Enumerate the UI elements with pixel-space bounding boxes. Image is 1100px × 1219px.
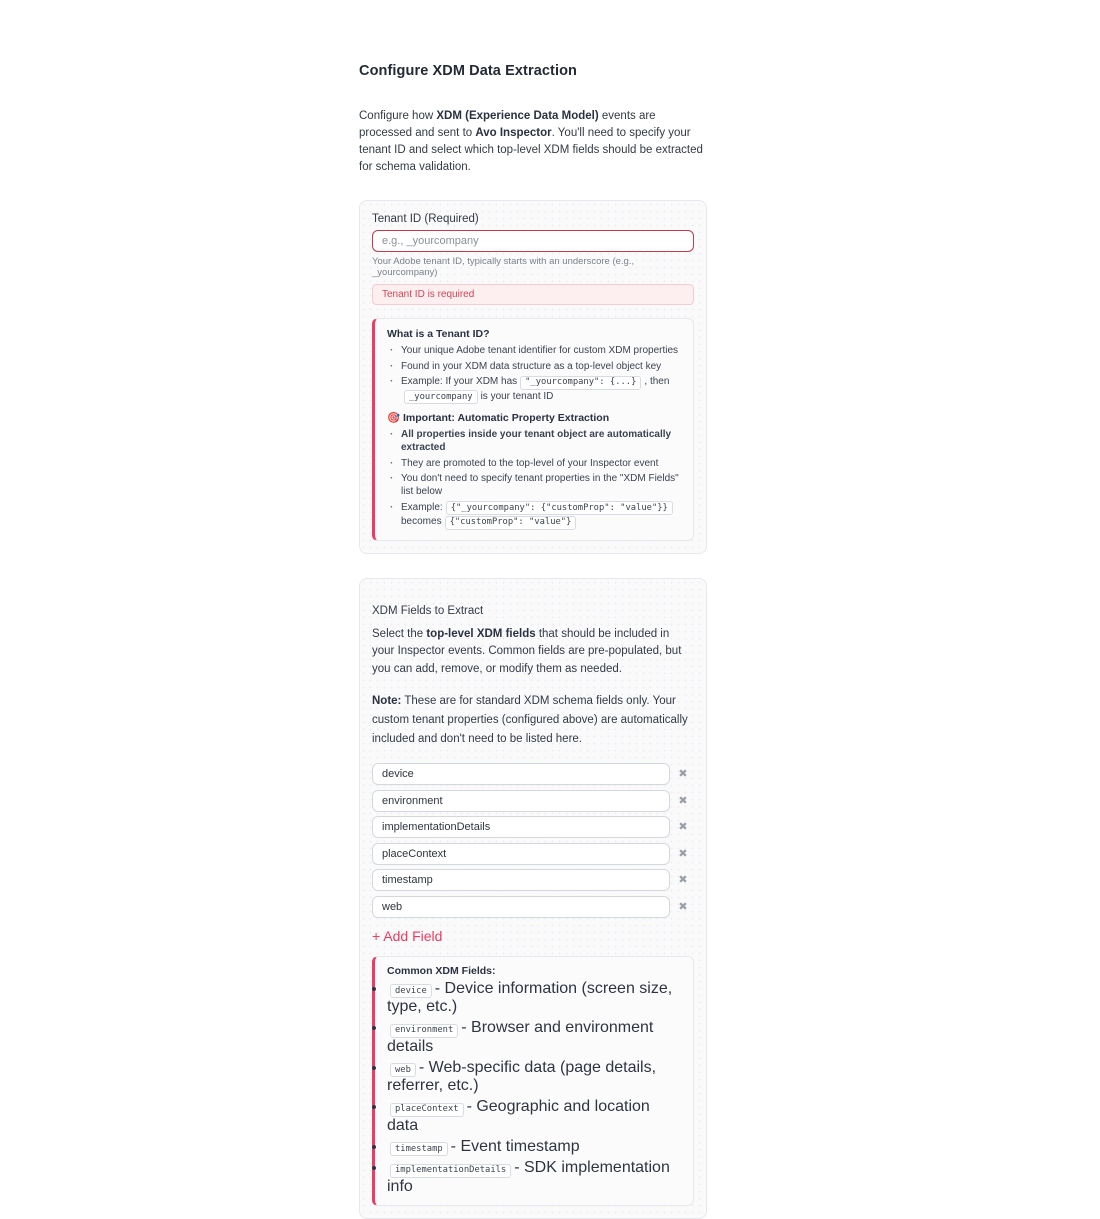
code-chip: environment (390, 1024, 458, 1038)
code-chip: implementationDetails (390, 1164, 511, 1178)
remove-field-button[interactable] (672, 869, 694, 891)
x-icon: ✖ (678, 767, 688, 780)
xdm-field-input-placecontext[interactable] (372, 843, 670, 865)
list-item: · Example: If your XDM has "_yourcompany": {...} , then_yourcompany is your tenant ID (387, 375, 681, 404)
common-fields-box (372, 956, 694, 1206)
xdm-field-input-web[interactable] (372, 896, 670, 918)
list-item: • implementationDetails - SDK implementation info (387, 1159, 681, 1196)
intro-text: events are processed and sent to (359, 110, 656, 139)
xdm-fields-label: XDM Fields to Extract (372, 604, 484, 617)
xdm-field-list (372, 763, 694, 918)
list-item: • placeContext - Geographic and location data (387, 1098, 681, 1135)
tenant-id-card (359, 200, 707, 554)
code-chip: device (390, 984, 432, 998)
x-icon: ✖ (678, 793, 688, 807)
xdm-field-input-implementationdetails[interactable] (372, 816, 670, 838)
xdm-field-input-timestamp[interactable] (372, 869, 670, 891)
common-fields-list (387, 980, 681, 1196)
code-chip: _yourcompany (404, 390, 478, 404)
common-fields-heading: Common XDM Fields: (387, 964, 496, 977)
list-item: · Example: {"_yourcompany": {"customProp": "value"}}becomes {"customProp": "value"} (387, 501, 681, 530)
page-title: Configure XDM Data Extraction (359, 63, 578, 79)
xdm-field-input-device[interactable] (372, 763, 670, 785)
tenant-info-list (387, 344, 681, 404)
remove-field-button[interactable] (672, 896, 694, 918)
tenant-id-error (372, 284, 694, 305)
intro-bold-xdm: XDM (Experience Data Model) (436, 110, 599, 122)
code-chip: "_yourcompany": {...} (520, 376, 641, 390)
add-field-button[interactable]: + Add Field (372, 927, 443, 944)
list-item: • timestamp - Event timestamp (387, 1138, 681, 1157)
xdm-fields-note: Note: These are for standard XDM schema fields only. Your custom tenant properties (configured above) are automatically included and don't need to be listed here. (372, 695, 688, 745)
target-icon: 🎯 (387, 412, 401, 424)
remove-field-button[interactable] (672, 790, 694, 812)
code-chip: placeContext (390, 1103, 464, 1117)
code-chip: web (390, 1063, 416, 1077)
code-chip: timestamp (390, 1142, 448, 1156)
remove-field-button[interactable] (672, 763, 694, 785)
xdm-fields-description: Select the top-level XDM fields that should be included in your Inspector events. Common fields are pre-populated, but you can add, remove, or modify them as needed. (372, 627, 682, 675)
list-item: · All properties inside your tenant object are automatically extracted (387, 428, 681, 454)
list-item: · They are promoted to the top-level of your Inspector event (387, 457, 681, 470)
xdm-fields-card (359, 578, 707, 1219)
xdm-field-row (372, 790, 694, 812)
x-icon: ✖ (678, 873, 688, 886)
tenant-id-helper: Your Adobe tenant ID, typically starts with an underscore (e.g., _yourcompany) (372, 256, 635, 278)
tenant-id-input[interactable] (372, 230, 694, 252)
intro-text: Configure how (359, 110, 437, 122)
xdm-field-input-environment[interactable] (372, 790, 670, 812)
intro-paragraph (359, 108, 707, 176)
x-icon: ✖ (678, 899, 688, 913)
x-icon: ✖ (678, 846, 688, 860)
list-item: · Found in your XDM data structure as a top-level object key (387, 360, 681, 373)
intro-bold-avo: Avo Inspector (475, 127, 552, 139)
list-item: • environment - Browser and environment details (387, 1019, 681, 1056)
config-form (359, 63, 707, 1219)
remove-field-button[interactable] (672, 843, 694, 865)
intro-text: . You'll need to specify your tenant ID and select which top-level XDM fields should be extracted for schema validation. (359, 127, 703, 173)
important-list (387, 428, 681, 530)
xdm-field-row (372, 869, 694, 891)
remove-field-button[interactable] (672, 816, 694, 838)
list-item: • device - Device information (screen size, type, etc.) (387, 980, 681, 1017)
code-chip: {"customProp": "value"} (445, 516, 577, 530)
list-item: • web - Web-specific data (page details, referrer, etc.) (387, 1059, 681, 1096)
list-item: · You don't need to specify tenant properties in the "XDM Fields" list below (387, 472, 681, 498)
important-heading: 🎯 Important: Automatic Property Extraction (387, 412, 610, 424)
xdm-field-row (372, 843, 694, 865)
tenant-id-label: Tenant ID (Required) (372, 213, 479, 225)
tenant-info-box (372, 318, 694, 541)
tenant-info-heading: What is a Tenant ID? (387, 328, 490, 340)
xdm-field-row (372, 816, 694, 838)
x-icon: ✖ (678, 820, 688, 833)
error-message: Tenant ID is required (382, 289, 475, 300)
xdm-field-row (372, 896, 694, 918)
code-chip: {"_yourcompany": {"customProp": "value"}} (446, 501, 673, 515)
list-item: · Your unique Adobe tenant identifier for custom XDM properties (387, 344, 681, 357)
xdm-field-row (372, 763, 694, 785)
